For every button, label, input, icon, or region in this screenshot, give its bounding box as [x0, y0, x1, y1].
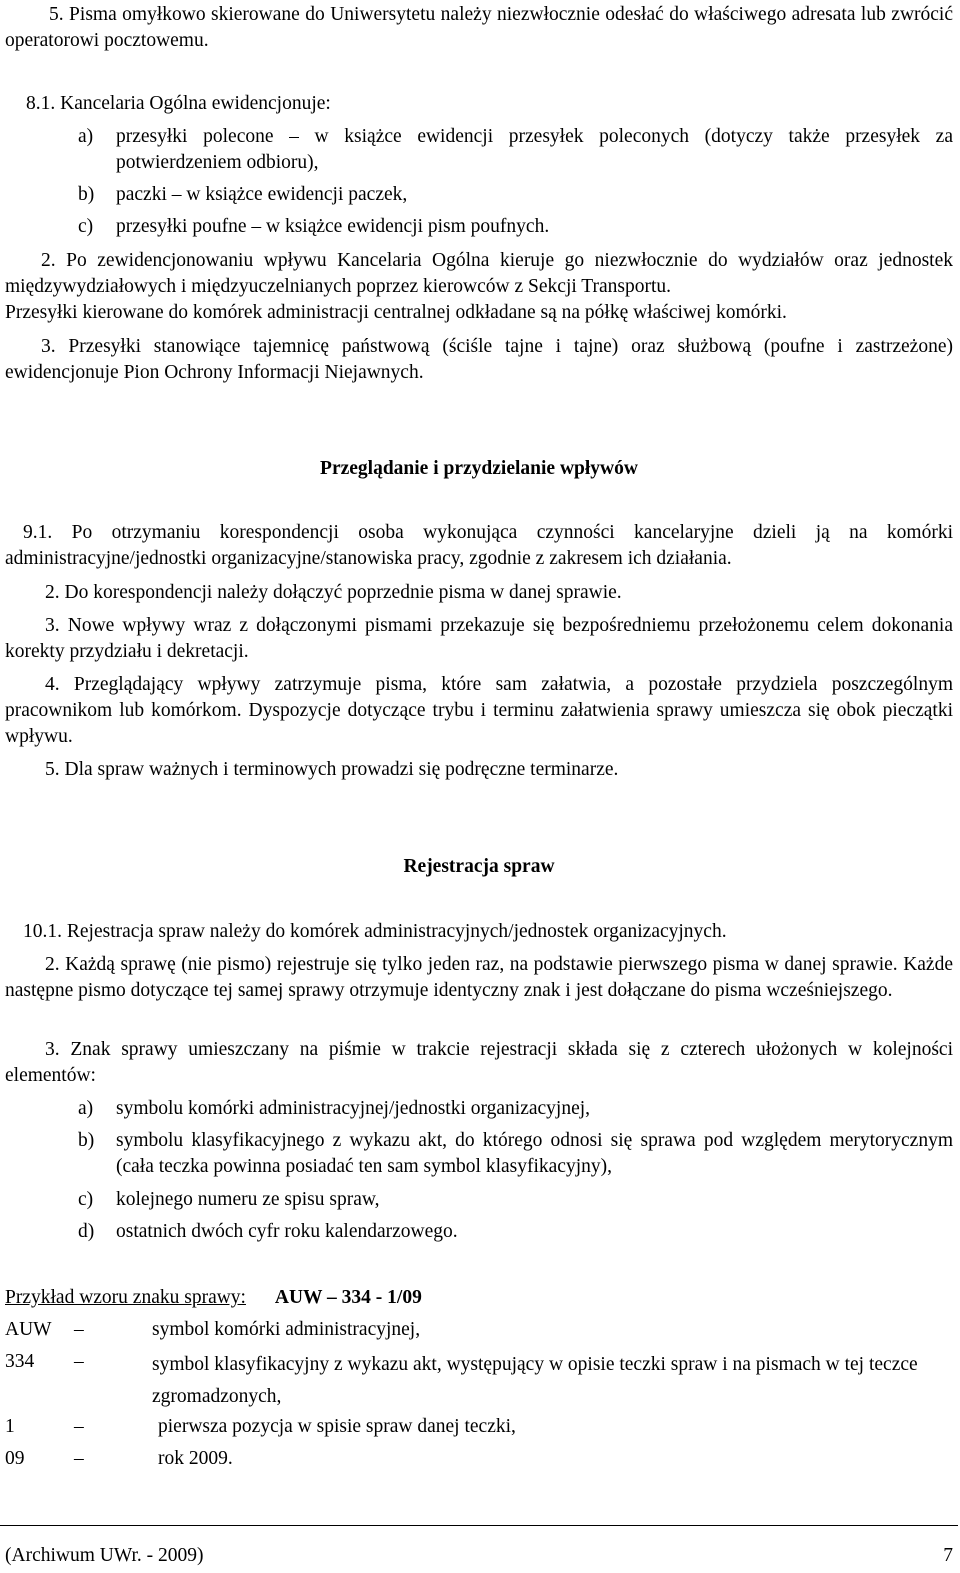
list-text: przesyłki poufne – w książce ewidencji pism poufnych. — [116, 216, 550, 237]
example-key: 09 — [5, 1448, 25, 1469]
example-key: AUW — [5, 1319, 52, 1340]
list-text: symbolu komórki administracyjnej/jednostki organizacyjnej, — [116, 1098, 591, 1119]
example-desc: rok 2009. — [158, 1448, 233, 1469]
paragraph-10-3: 3. Znak sprawy umieszczany na piśmie w trakcie rejestracji składa się z czterech ułożonych w kolejności elementów: — [5, 1039, 953, 1086]
paragraph-5: 5. Pisma omyłkowo skierowane do Uniwersytetu należy niezwłocznie odesłać do właściwego adresata lub zwrócić operatorowi pocztowemu. — [5, 4, 953, 51]
list-label: a) — [78, 126, 94, 147]
paragraph-8-2-cont: Przesyłki kierowane do komórek administracji centralnej odkładane są na półkę właściwej komórki. — [5, 302, 787, 323]
example-key: 334 — [5, 1351, 35, 1372]
example-desc: symbol komórki administracyjnej, — [152, 1319, 421, 1340]
paragraph-10-1: 10.1. Rejestracja spraw należy do komórek administracyjnych/jednostek organizacyjnych. — [23, 921, 727, 942]
list-label: a) — [78, 1098, 94, 1119]
list-text: ostatnich dwóch cyfr roku kalendarzowego. — [116, 1221, 458, 1242]
list-label: d) — [78, 1221, 95, 1242]
list-text: przesyłki polecone – w książce ewidencji przesyłek poleconych (dotyczy także przesyłek za potwierdzeniem odbioru), — [116, 126, 953, 173]
list-item-8-a — [78, 124, 953, 176]
example-dash: – — [74, 1319, 84, 1340]
paragraph-8-2: 2. Po zewidencjonowaniu wpływu Kancelaria Ogólna kieruje go niezwłocznie do wydziałów oraz jednostek międzywydziałowych i międzyuczelnianych poprzez kierowców z Sekcji Transportu. — [5, 250, 953, 297]
list-label: c) — [78, 216, 94, 237]
section-heading-rejestracja: Rejestracja spraw — [403, 856, 555, 877]
page-number: 7 — [943, 1545, 953, 1566]
example-desc: pierwsza pozycja w spisie spraw danej teczki, — [158, 1416, 516, 1437]
example-desc: symbol klasyfikacyjny z wykazu akt, występujący w opisie teczki spraw i na pismach w tej teczce zgromadzonych, — [152, 1354, 918, 1407]
footer-divider — [0, 1525, 958, 1526]
example-key: 1 — [5, 1416, 15, 1437]
example-dash: – — [74, 1416, 84, 1437]
paragraph-10-2: 2. Każdą sprawę (nie pismo) rejestruje się tylko jeden raz, na podstawie pierwszego pisma w danej sprawie. Każde następne pismo dotyczące tej samej sprawy otrzymuje identyczny znak i jest dołączane do pisma wcześniejszego. — [5, 954, 953, 1001]
example-line — [5, 1285, 422, 1311]
example-dash: – — [74, 1448, 84, 1469]
list-text: paczki – w książce ewidencji paczek, — [116, 184, 408, 205]
list-text: symbolu klasyfikacyjnego z wykazu akt, do którego odnosi się sprawa pod względem merytorycznym (cała teczka powinna posiadać ten sam symbol klasyfikacyjny), — [116, 1130, 953, 1177]
paragraph-8-1: 8.1. Kancelaria Ogólna ewidencjonuje: — [26, 93, 331, 114]
paragraph-9-5: 5. Dla spraw ważnych i terminowych prowadzi się podręczne terminarze. — [45, 759, 619, 780]
example-label: Przykład wzoru znaku sprawy: — [5, 1287, 246, 1308]
list-text: kolejnego numeru ze spisu spraw, — [116, 1189, 380, 1210]
paragraph-9-1: 9.1. Po otrzymaniu korespondencji osoba wykonująca czynności kancelaryjne dzieli ją na komórki administracyjne/jednostki organizacyjne/stanowiska pracy, zgodnie z zakresem ich działania. — [5, 522, 953, 569]
paragraph-9-3: 3. Nowe wpływy wraz z dołączonymi pismami przekazuje się bezpośredniemu przełożonemu celem dokonania korekty przydziału i dekretacji. — [5, 615, 953, 662]
example-dash: – — [74, 1351, 84, 1372]
footer-source: (Archiwum UWr. - 2009) — [5, 1545, 204, 1566]
section-heading-przegladanie: Przeglądanie i przydzielanie wpływów — [320, 458, 638, 479]
list-label: c) — [78, 1189, 94, 1210]
paragraph-9-4: 4. Przeglądający wpływy zatrzymuje pisma, które sam załatwia, a pozostałe przydziela poszczególnym pracownikom lub komórkom. Dyspozycje dotyczące trybu i terminu załatwienia sprawy umieszcza się obok pieczątki wpływu. — [5, 674, 953, 747]
list-label: b) — [78, 184, 95, 205]
example-code: AUW – 334 - 1/09 — [274, 1287, 422, 1308]
list-label: b) — [78, 1130, 95, 1151]
paragraph-9-2: 2. Do korespondencji należy dołączyć poprzednie pisma w danej sprawie. — [45, 582, 622, 603]
paragraph-8-3: 3. Przesyłki stanowiące tajemnicę państwową (ściśle tajne i tajne) oraz służbową (poufne i zastrzeżone) ewidencjonuje Pion Ochrony Informacji Niejawnych. — [5, 336, 953, 383]
